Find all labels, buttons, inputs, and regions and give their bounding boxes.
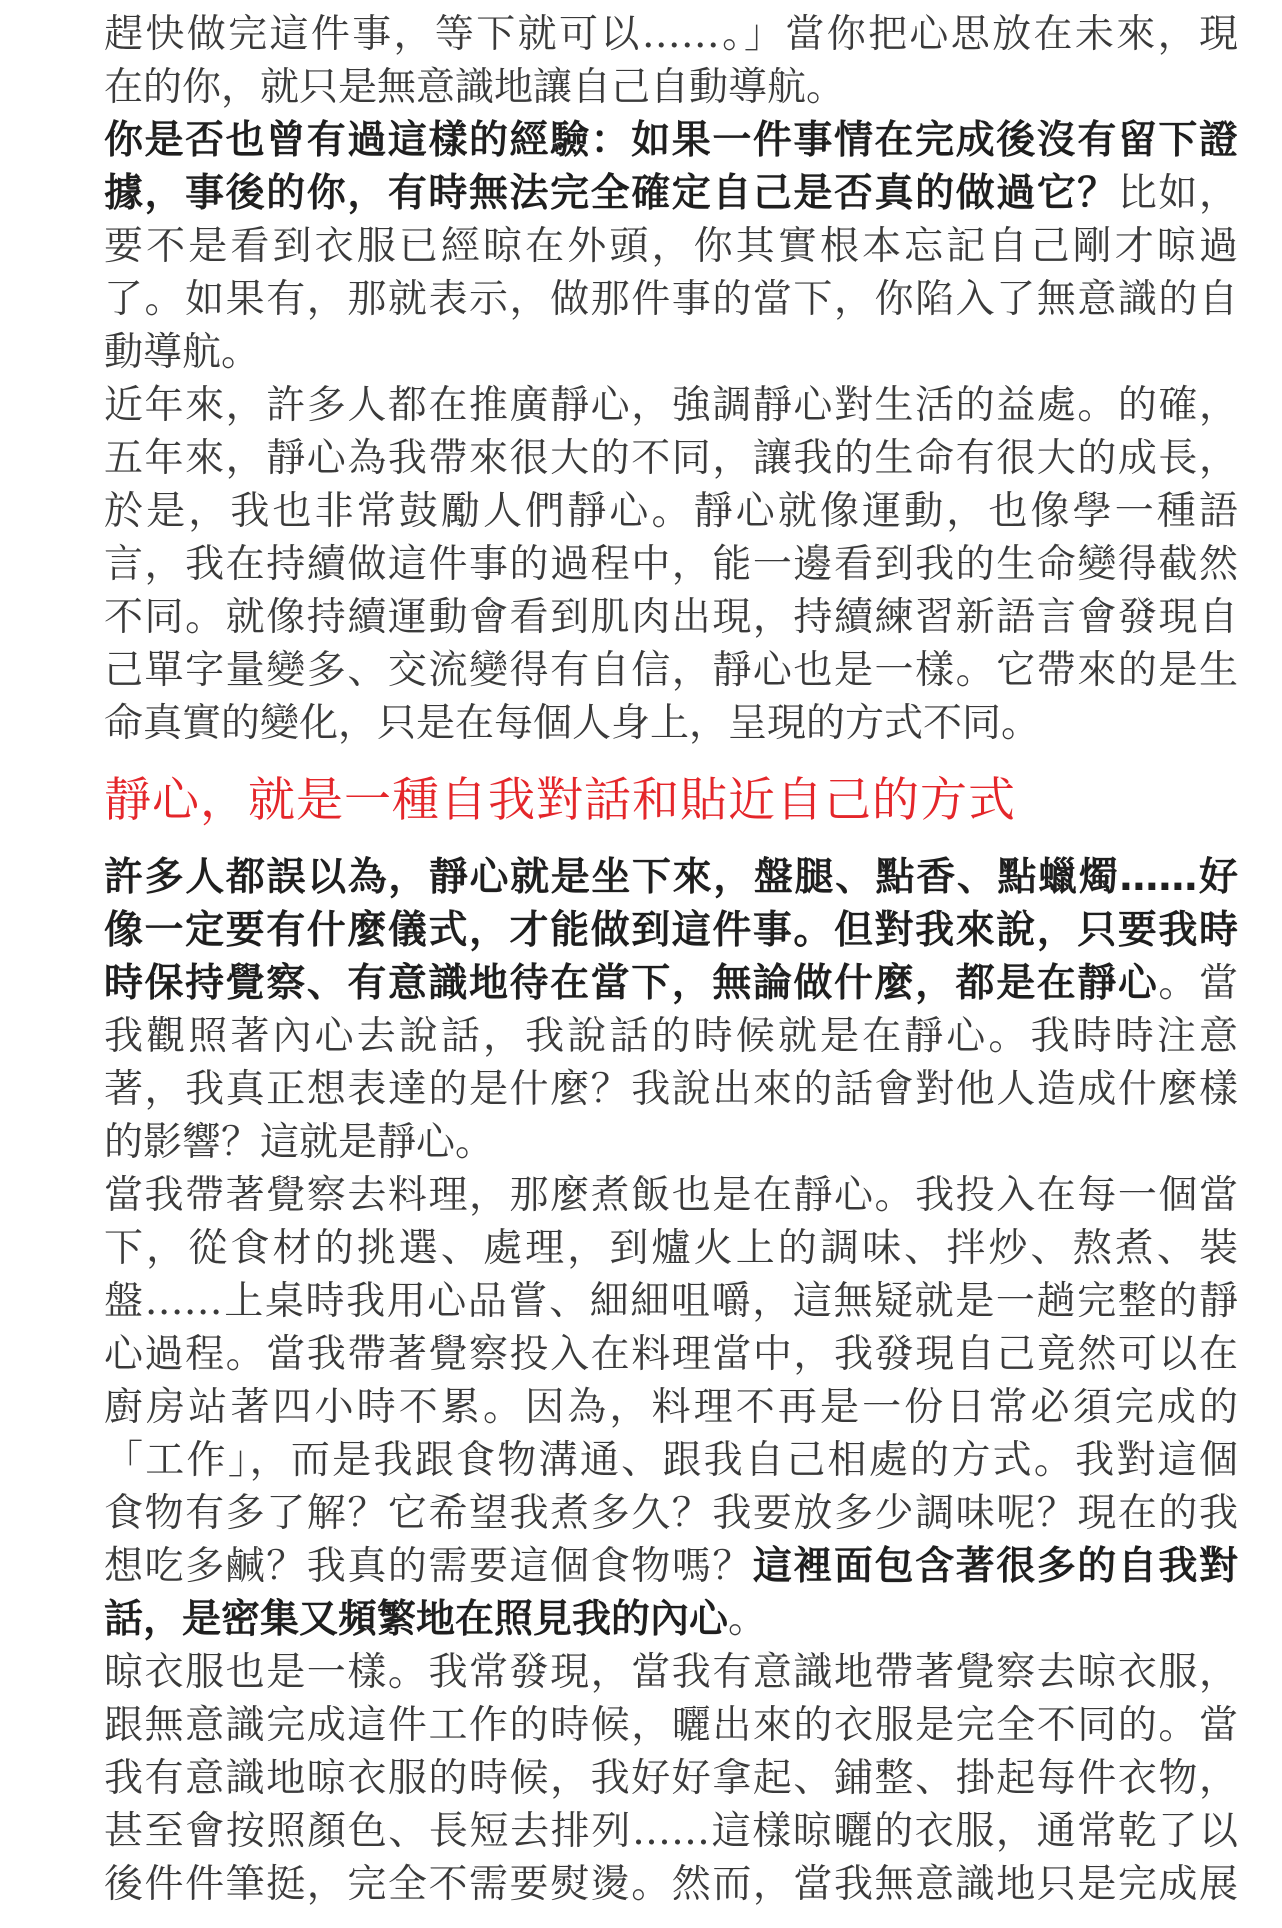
text-line: 下，從食材的挑選、處理，到爐火上的調味、拌炒、熬煮、裝 [104, 1226, 1238, 1271]
text-line: 後件件筆挺，完全不需要熨燙。然而，當我無意識地只是完成展 [104, 1862, 1238, 1907]
text-line: 近年來，許多人都在推廣靜心，強調靜心對生活的益處。的確， [104, 383, 1238, 428]
bold-segment: 時保持覺察、有意識地待在當下，無論做什麼，都是在靜心 [104, 961, 1159, 1006]
text-line-bold: 你是否也曾有過這樣的經驗：如果一件事情在完成後沒有留下證 [104, 118, 1238, 163]
text-line: 晾衣服也是一樣。我常發現，當我有意識地帶著覺察去晾衣服， [104, 1650, 1238, 1695]
text-line: 食物有多了解？它希望我煮多久？我要放多少調味呢？現在的我 [104, 1491, 1238, 1536]
paragraph [104, 114, 1238, 379]
text-line-bold: 許多人都誤以為，靜心就是坐下來，盤腿、點香、點蠟燭……好 [104, 855, 1238, 900]
text-line: 我有意識地晾衣服的時候，我好好拿起、鋪整、掛起每件衣物， [104, 1756, 1238, 1801]
paragraph [104, 379, 1238, 750]
text-line: 要不是看到衣服已經晾在外頭，你其實根本忘記自己剛才晾過 [104, 224, 1238, 269]
text-line [104, 957, 1238, 1010]
bold-segment: 據，事後的你，有時無法完全確定自己是否真的做過它？ [104, 171, 1118, 216]
paragraph [104, 8, 1238, 114]
text-line: 動導航。 [104, 330, 261, 375]
text-line: 命真實的變化，只是在每個人身上，呈現的方式不同。 [104, 701, 1041, 746]
bold-segment: 話，是密集又頻繁地在照見我的內心 [104, 1597, 729, 1642]
text-line: 於是，我也非常鼓勵人們靜心。靜心就像運動，也像學一種語 [104, 489, 1238, 534]
text-line: 盤……上桌時我用心品嘗、細細咀嚼，這無疑就是一趟完整的靜 [104, 1279, 1238, 1324]
text-line: 心過程。當我帶著覺察投入在料理當中，我發現自己竟然可以在 [104, 1332, 1238, 1377]
text-line: 不同。就像持續運動會看到肌肉出現，持續練習新語言會發現自 [104, 595, 1238, 640]
text-line: 廚房站著四小時不累。因為，料理不再是一份日常必須完成的 [104, 1385, 1238, 1430]
text-segment: 。當 [1158, 961, 1238, 1006]
paragraph [104, 1646, 1238, 1911]
text-line: 甚至會按照顏色、長短去排列……這樣晾曬的衣服，通常乾了以 [104, 1809, 1238, 1854]
text-line [104, 167, 1238, 220]
text-line: 五年來，靜心為我帶來很大的不同，讓我的生命有很大的成長， [104, 436, 1238, 481]
text-line: 跟無意識完成這件工作的時候，曬出來的衣服是完全不同的。當 [104, 1703, 1238, 1748]
text-segment: 。 [728, 1597, 768, 1642]
text-line: 「工作」，而是我跟食物溝通、跟我自己相處的方式。我對這個 [104, 1438, 1238, 1483]
text-line [104, 1593, 1238, 1646]
text-line: 我觀照著內心去說話，我說話的時候就是在靜心。我時時注意 [104, 1014, 1238, 1059]
text-line: 著，我真正想表達的是什麼？我說出來的話會對他人造成什麼樣 [104, 1067, 1238, 1112]
text-line [104, 1540, 1238, 1593]
section-heading: 靜心，就是一種自我對話和貼近自己的方式 [104, 773, 1016, 828]
text-line: 趕快做完這件事，等下就可以……。」當你把心思放在未來，現 [104, 12, 1238, 57]
text-line: 了。如果有，那就表示，做那件事的當下，你陷入了無意識的自 [104, 277, 1238, 322]
bold-segment: 這裡面包含著很多的自我對 [752, 1544, 1238, 1589]
paragraph [104, 851, 1238, 1169]
text-line: 己單字量變多、交流變得有自信，靜心也是一樣。它帶來的是生 [104, 648, 1238, 693]
text-line: 當我帶著覺察去料理，那麼煮飯也是在靜心。我投入在每一個當 [104, 1173, 1238, 1218]
text-line: 的影響？這就是靜心。 [104, 1120, 495, 1165]
text-line: 在的你，就只是無意識地讓自己自動導航。 [104, 65, 846, 110]
text-segment: 想吃多鹹？我真的需要這個食物嗎？ [104, 1544, 753, 1589]
text-line-bold: 像一定要有什麼儀式，才能做到這件事。但對我來說，只要我時 [104, 908, 1238, 953]
text-line: 言，我在持續做這件事的過程中，能一邊看到我的生命變得截然 [104, 542, 1238, 587]
paragraph [104, 1169, 1238, 1646]
text-segment: 比如， [1117, 171, 1238, 216]
